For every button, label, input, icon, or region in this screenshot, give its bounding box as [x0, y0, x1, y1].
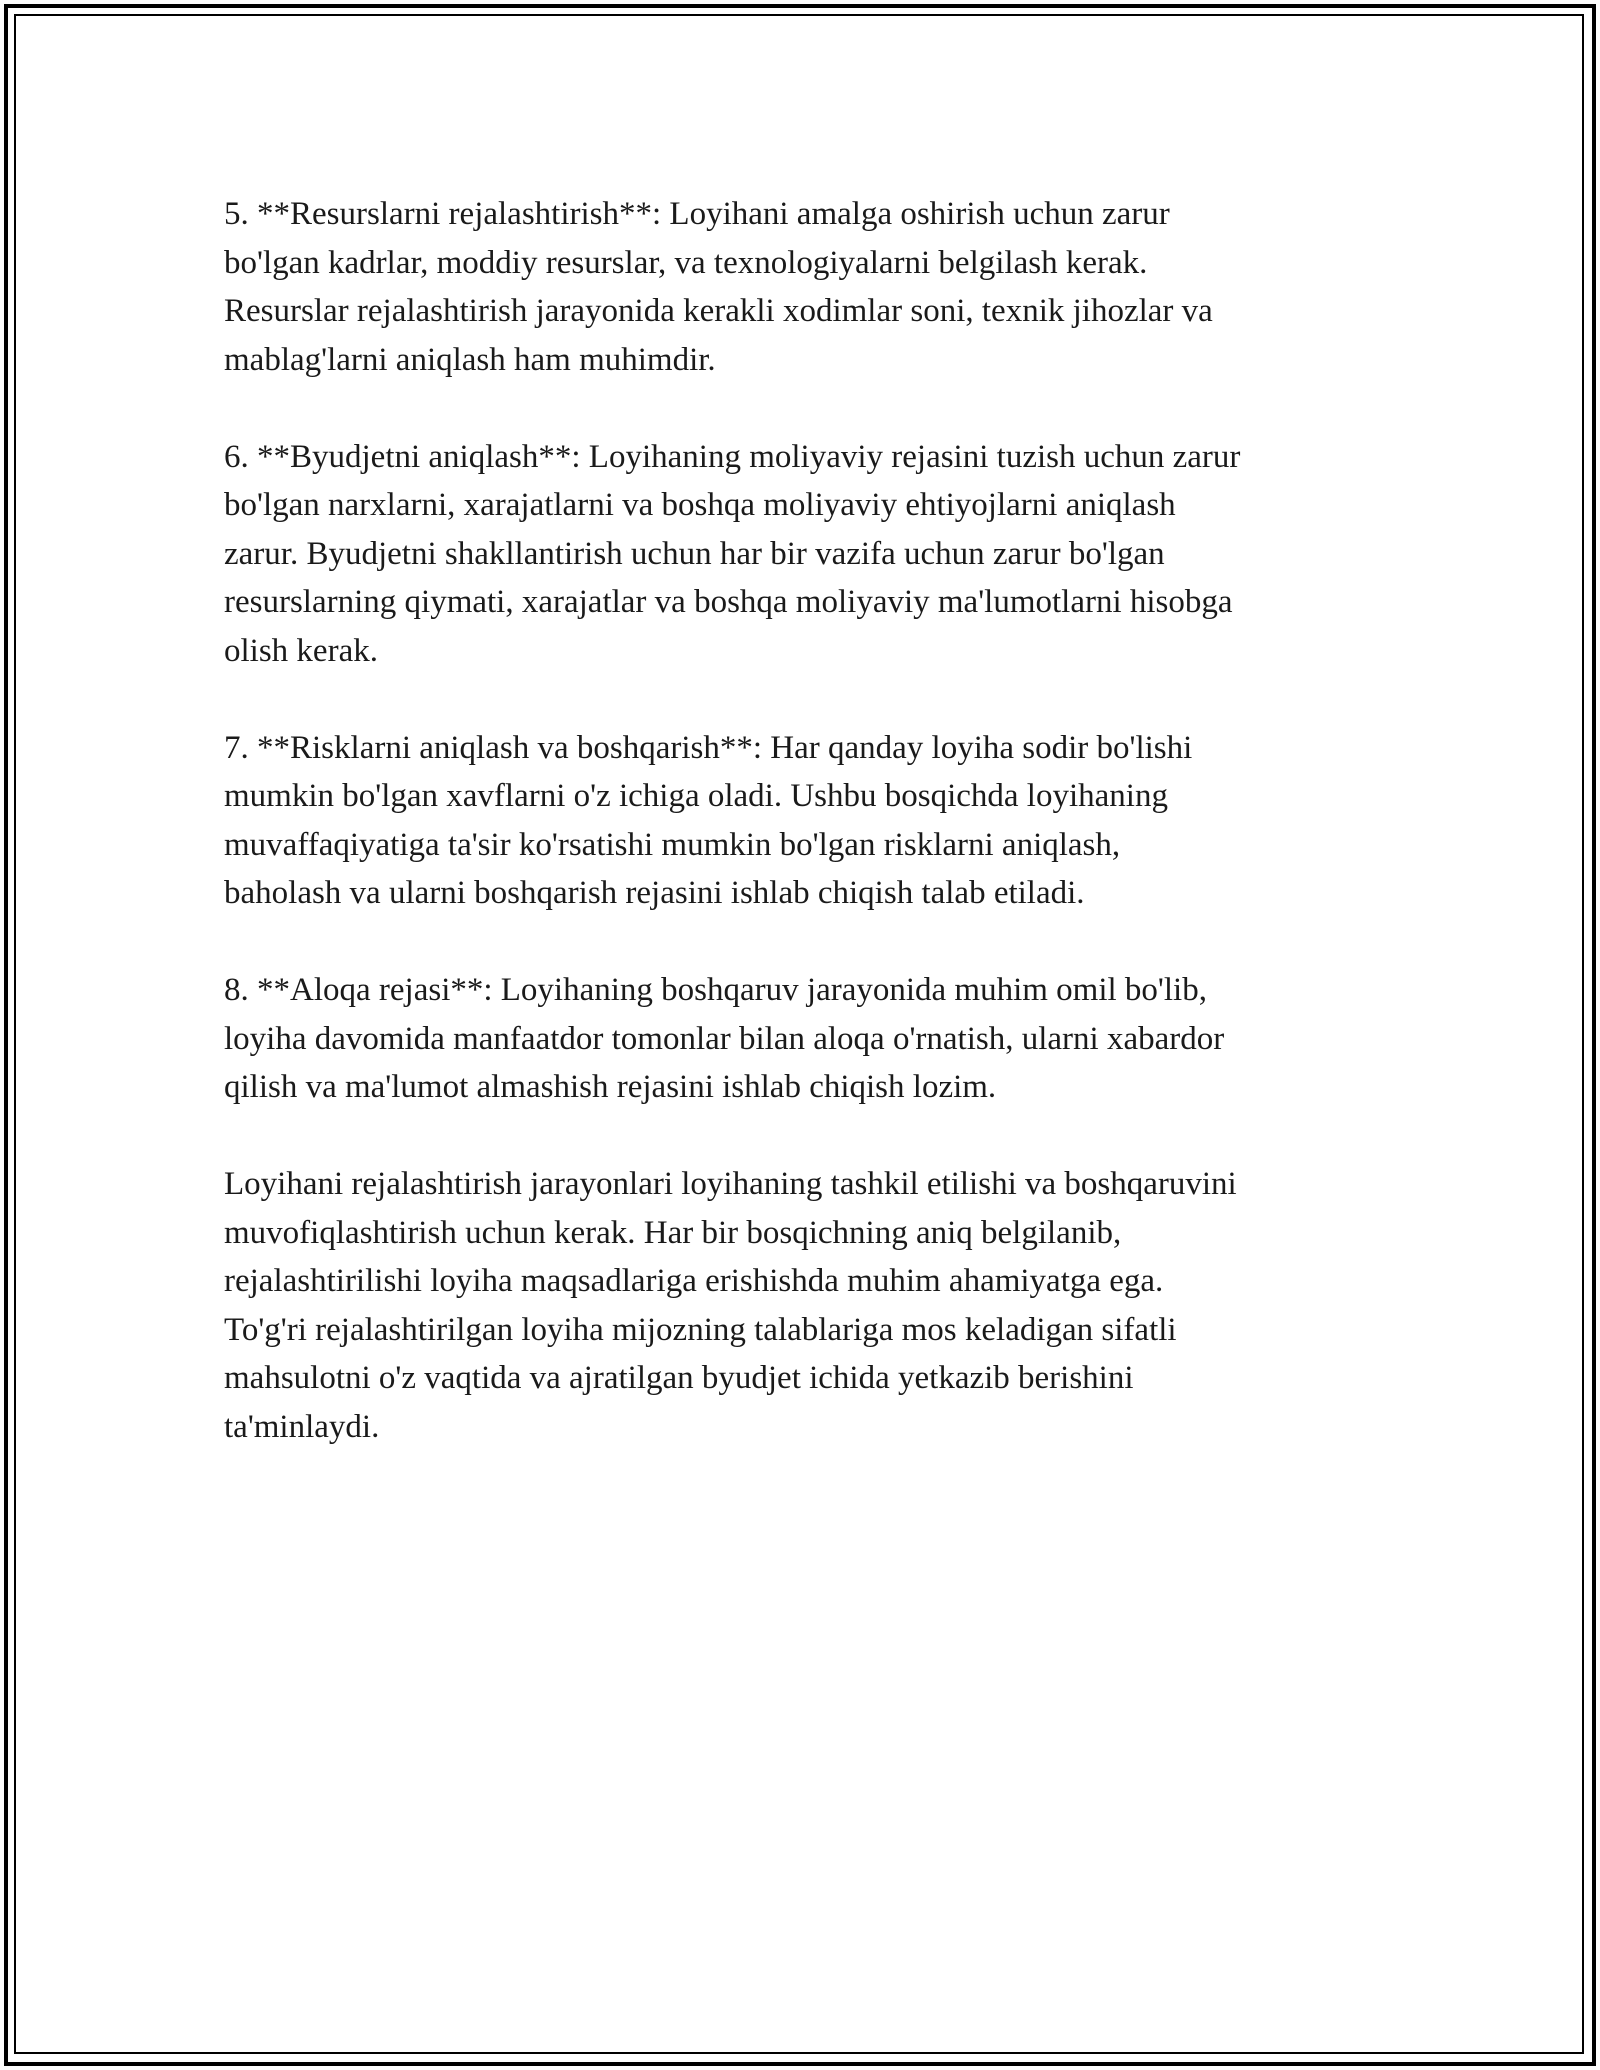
document-body — [224, 190, 1374, 1500]
paragraph-budget: 6. **Byudjetni aniqlash**: Loyihaning moliyaviy rejasini tuzish uchun zarur bo'lgan narxlarni, xarajatlarni va boshqa moliyaviy ehtiyojlarni aniqlash zarur. Byudjetni shakllantirish uchun har bir vazifa uchun zarur bo'lgan resurslarning qiymati, xarajatlar va boshqa moliyaviy ma'lumotlarni hisobga olish kerak. — [224, 438, 1241, 669]
paragraph-conclusion: Loyihani rejalashtirish jarayonlari loyihaning tashkil etilishi va boshqaruvini muvofiqlashtirish uchun kerak. Har bir bosqichning aniq belgilanib, rejalashtirilishi loyiha maqsadlariga erishishda muhim ahamiyatga ega. To'g'ri rejalashtirilgan loyiha mijozning talablariga mos keladigan sifatli mahsulotni o'z vaqtida va ajratilgan byudjet ichida yetkazib berishini ta'minlaydi. — [224, 1166, 1237, 1445]
paragraph-risks: 7. **Risklarni aniqlash va boshqarish**: Har qanday loyiha sodir bo'lishi mumkin bo'lgan xavflarni o'z ichiga oladi. Ushbu bosqichda loyihaning muvaffaqiyatiga ta'sir ko'rsatishi mumkin bo'lgan risklarni aniqlash, baholash va ularni boshqarish rejasini ishlab chiqish talab etiladi. — [224, 729, 1193, 911]
paragraph-communication-plan: 8. **Aloqa rejasi**: Loyihaning boshqaruv jarayonida muhim omil bo'lib, loyiha davomida manfaatdor tomonlar bilan aloqa o'rnatish, ularni xabardor qilish va ma'lumot almashish rejasini ishlab chiqish lozim. — [224, 972, 1225, 1105]
paragraph-resource-planning: 5. **Resurslarni rejalashtirish**: Loyihani amalga oshirish uchun zarur bo'lgan kadrlar, moddiy resurslar, va texnologiyalarni belgilash kerak. Resurslar rejalashtirish jarayonida kerakli xodimlar soni, texnik jihozlar va mablag'larni aniqlash ham muhimdir. — [224, 196, 1213, 378]
